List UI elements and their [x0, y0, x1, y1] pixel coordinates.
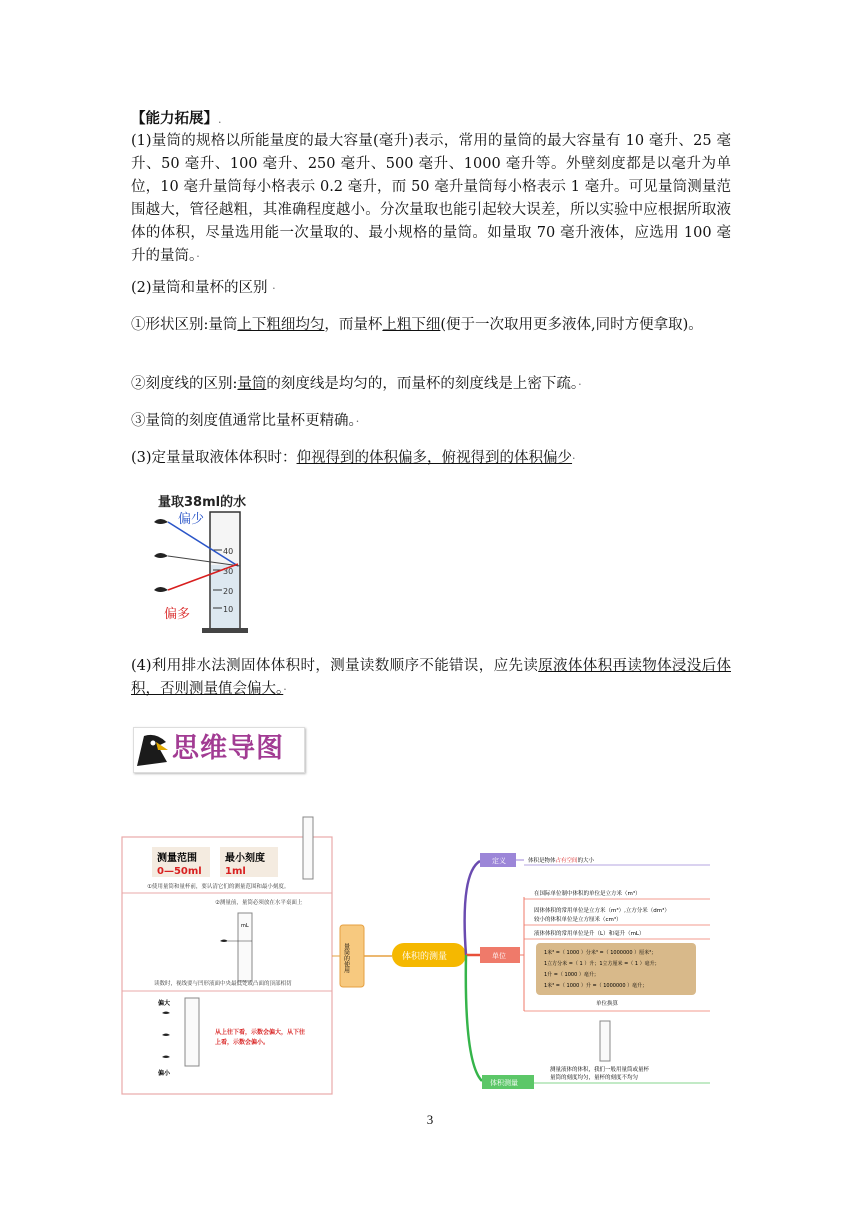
label-more: 偏多: [164, 607, 191, 622]
item1-underline-1: 上下粗细均匀: [237, 317, 325, 333]
label-less: 偏少: [178, 512, 205, 527]
red-note-1: 从上往下看，示数会偏大，从下往: [215, 1029, 306, 1036]
read-note: 读数时，视线要与凹形液面中央最低处或凸面的顶部相切: [154, 981, 292, 987]
cylinder-reading-figure: [150, 480, 270, 638]
definition-node-label: 定义: [492, 857, 506, 865]
ml-label: mL: [241, 923, 249, 929]
mindmap-banner-title: 思维导图: [172, 733, 284, 764]
cylinder-base: [202, 628, 248, 633]
unit-text-2: 固体体积的常用单位是立方米（m³）,立方分米（dm³）: [534, 908, 670, 914]
branch-volume: [466, 955, 482, 1081]
para4-underline: 原液体体积再读物体浸没后体积，否则测量值会偏大。: [131, 658, 731, 697]
item1-text-c: (便于一次取用更多液体,同时方便拿取)。: [440, 317, 703, 333]
tick-10: 10: [223, 605, 234, 614]
conv-text-4: 1米³ =（ 1000 ）升 =（ 1000000 ）毫升；: [544, 983, 648, 989]
tick-30: 30: [223, 567, 234, 576]
unit-node-label: 单位: [492, 952, 506, 960]
conv-text-3: 1升 =（ 1000 ）毫升；: [544, 972, 599, 978]
definition-text: 体积是物体占有空间的大小: [528, 858, 595, 864]
page-number: 3: [426, 1112, 434, 1127]
volume-node-label: 体积测量: [490, 1079, 518, 1087]
volume-text-1: 测量液体的体积，我们一般用量筒或量杯: [550, 1067, 650, 1073]
item1-underline-2: 上粗下细: [382, 317, 441, 333]
para4-text-a: (4)利用排水法测固体体积时，测量读数顺序不能错误，应先读: [131, 658, 539, 674]
red-note-2: 上看，示数会偏小。: [215, 1039, 270, 1046]
branch-definition: [465, 861, 480, 955]
item2-underline: 量筒: [237, 376, 267, 392]
range-label: 测量范围: [157, 853, 197, 864]
item-scale-difference: ②刻度线的区别:量筒的刻度线是均匀的，而量杯的刻度线是上密下疏。·: [131, 376, 582, 392]
tick-20: 20: [223, 587, 234, 596]
item-precision: ③量筒的刻度值通常比量杯更精确。·: [131, 413, 360, 429]
volume-text-2: 量筒的刻度均匀，量杯的刻度不均匀: [550, 1075, 639, 1081]
small-cylinder-1: [303, 817, 313, 879]
unit-text-4: 液体体积的常用单位是升（L）和毫升（mL）: [534, 931, 645, 937]
item2-text-b: 的刻度线是均匀的，而量杯的刻度线是上密下疏。: [266, 376, 579, 392]
item-reading-angle: (3)定量量取液体体积时：仰视得到的体积偏多，俯视得到的体积偏少·: [131, 450, 576, 466]
conv-text-1: 1米³ =（ 1000 ）分米³ =（ 1000000 ）厘米³；: [544, 950, 657, 956]
left-node-label: 量筒的使用: [342, 943, 350, 973]
small-label: 偏小: [158, 1070, 171, 1077]
paragraph-1-text: (1)量筒的规格以所能量度的最大容量(毫升)表示，常用的量筒的最大容量有 10 毫升、25 毫升、50 毫升、100 毫升、250 毫升、500 毫升、1000 毫升等。外壁刻度都是以毫升为单位，10 毫升量筒每小格表示 0.2 毫升，而 50 毫升量筒每小格表示 1 毫升。可见量筒测量范围越大，管径越粗，其准确程度越小。分次量取也能引起较大误差，所以实验中应根据所取液体的体积，尽量选用能一次量取的、最小规格的量筒。如量取 70 毫升液体，应选用 100 毫升的量筒。: [131, 133, 731, 264]
conv-text-2: 1立方分米 =（ 1 ）升；1立方厘米 =（ 1 ）毫升；: [544, 961, 660, 967]
big-label: 偏大: [158, 1000, 171, 1007]
step2-text: ②测量前，量筒必须放在水平桌面上: [215, 900, 303, 906]
paragraph-4: (4)利用排水法测固体体积时，测量读数顺序不能错误，应先读原液体体积再读物体浸没后体积，否则测量值会偏大。·: [131, 658, 731, 697]
conv-label: 单位换算: [596, 1001, 619, 1007]
min-label: 最小刻度: [225, 853, 265, 864]
item-shape-difference: [131, 314, 751, 337]
min-value: 1ml: [225, 866, 246, 877]
paragraph-1: (1)量筒的规格以所能量度的最大容量(毫升)表示，常用的量筒的最大容量有 10 毫升、25 毫升、50 毫升、100 毫升、250 毫升、500 毫升、1000 毫升等。外壁刻度都是以毫升为单位，10 毫升量筒每小格表示 0.2 毫升，而 50 毫升量筒每小格表示 1 毫升。可见量筒测量范围越大，管径越粗，其准确程度越小。分次量取也能引起较大误差，所以实验中应根据所取液体的体积，尽量选用能一次量取的、最小规格的量筒。如量取 70 毫升液体，应选用 100 毫升的量筒。·: [131, 133, 731, 264]
unit-text-3: 较小的体积单位是立方厘米（cm³）: [534, 917, 622, 923]
tick-40: 40: [223, 547, 234, 556]
item2-text-a: ②刻度线的区别:: [131, 376, 238, 392]
range-value: 0—50ml: [157, 866, 202, 877]
small-cylinder-3: [185, 998, 199, 1066]
item3-text: ③量筒的刻度值通常比量杯更精确。: [131, 413, 356, 429]
mind-map: [120, 813, 715, 1096]
step1-text: ①使用量筒和量杯前，要认清它们的测量范围和最小刻度。: [147, 884, 290, 890]
item4-text-a: (3)定量量取液体体积时：: [131, 450, 297, 466]
unit-text-1: 在国际单位制中体积的单位是立方米（m³）: [534, 891, 641, 897]
section-title: 【能力拓展】.: [131, 110, 222, 127]
item1-text-a: ①形状区别:量筒: [131, 317, 238, 333]
small-cylinder-4: [600, 1021, 610, 1061]
fig1-title: 量取38ml的水: [158, 495, 247, 510]
center-node-label: 体积的测量: [402, 952, 448, 962]
item4-underline: 仰视得到的体积偏多，俯视得到的体积偏少: [296, 450, 573, 466]
paragraph-2-text: (2)量筒和量杯的区别: [131, 280, 268, 296]
section-title-text: 【能力拓展】: [131, 110, 218, 127]
item1-text-b: ，而量杯: [324, 317, 383, 333]
paragraph-2: (2)量筒和量杯的区别 ·: [131, 280, 276, 296]
bird-icon: [134, 728, 172, 772]
eye-icon: [154, 519, 168, 592]
